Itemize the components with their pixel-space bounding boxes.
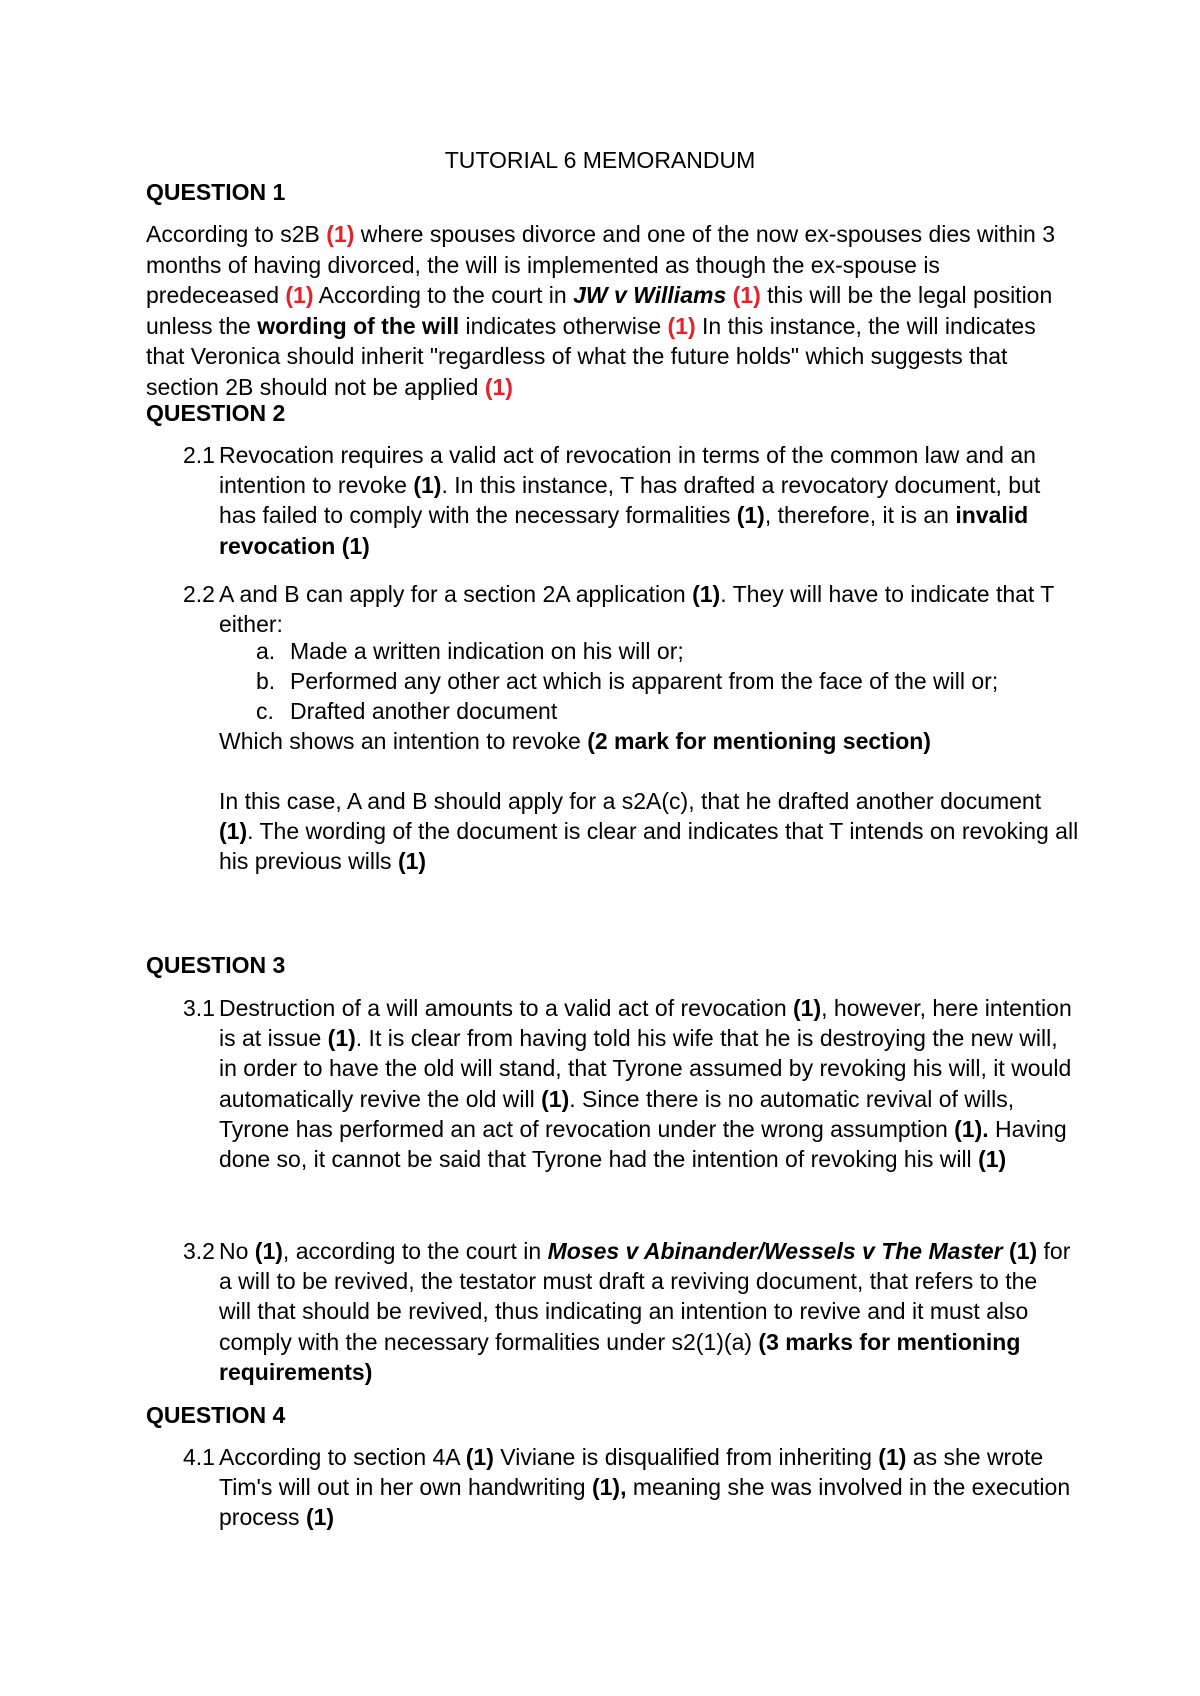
mark: (1).	[954, 1115, 989, 1142]
mark: (1)	[484, 373, 513, 400]
answer-3-1	[183, 993, 1073, 1174]
text: this will be the legal position unless the	[146, 282, 1053, 339]
bold-term: wording of the will	[257, 312, 460, 339]
text: A and B can apply for a section 2A application	[219, 581, 693, 607]
text: Revocation requires a valid act of revocation in terms of the common law and an intention to revoke	[219, 442, 1036, 499]
mark: (1)	[1009, 1238, 1038, 1264]
list-label: c.	[256, 698, 274, 724]
text: for a will to be revived, the testator must draft a reviving document, that refers to the will that should be revived, thus indicating an intention to revive and it must also comply with the necessary formalities under s2(1)(a)	[219, 1238, 1071, 1355]
text: . The wording of the document is clear and indicates that T intends on revoking all his previous wills	[219, 818, 1079, 875]
text: , however, here intention is at issue	[219, 995, 1072, 1052]
case-name: JW v Williams	[573, 282, 727, 309]
text: No	[219, 1238, 255, 1264]
mark: (1)	[465, 1444, 494, 1470]
case-paragraph	[219, 786, 1079, 877]
list-text: Performed any other act which is apparent from the face of the will or;	[290, 668, 999, 694]
mark-note	[219, 726, 1079, 756]
list-item	[256, 636, 1076, 666]
mark: (1)	[254, 1238, 283, 1264]
item-number: 3.2	[183, 1238, 215, 1264]
text: , therefore, it is an	[764, 502, 956, 529]
mark: (1)	[327, 1025, 356, 1052]
page-title: TUTORIAL 6 MEMORANDUM	[444, 147, 756, 173]
answer-2-1	[183, 440, 1073, 561]
answer-4-1	[183, 1442, 1073, 1533]
list-item	[256, 666, 1076, 696]
text: According to the court in	[313, 282, 574, 309]
text: , according to the court in	[282, 1238, 548, 1264]
list-item	[256, 696, 1076, 726]
mark: (1)	[326, 221, 355, 247]
mark: (1)	[793, 995, 822, 1021]
mark: (1)	[285, 282, 314, 309]
answer-2-2	[183, 579, 1073, 639]
text: According to s2B	[146, 221, 327, 247]
answer-3-2	[183, 1236, 1073, 1387]
mark: (1),	[591, 1474, 627, 1501]
item-text	[219, 993, 1073, 1174]
mark: (1)	[667, 312, 696, 339]
text: . Since there is no automatic revival of wills, Tyrone has performed an act of revocation under the wrong assumption	[219, 1085, 1015, 1142]
mark: (1)	[736, 502, 765, 529]
mark: (1)	[397, 848, 427, 875]
list-label: b.	[256, 668, 276, 694]
question-1-answer	[146, 219, 1066, 403]
mark: (3 marks for mentioning requirements)	[219, 1328, 1021, 1385]
text: Destruction of a will amounts to a valid act of revocation	[219, 995, 794, 1021]
item-text	[219, 1236, 1073, 1387]
list-text: Made a written indication on his will or;	[290, 638, 684, 664]
text: indicates otherwise	[459, 312, 668, 339]
text: According to section 4A	[219, 1444, 466, 1470]
question-3-heading: QUESTION 3	[146, 952, 286, 978]
mark: (1)	[692, 581, 721, 607]
item-text	[219, 579, 1073, 639]
item-text	[219, 1442, 1073, 1533]
item-text	[219, 440, 1073, 561]
list-label: a.	[256, 638, 276, 664]
question-4-heading: QUESTION 4	[146, 1402, 286, 1428]
text: . They will have to indicate that T either:	[219, 581, 1054, 638]
text: . It is clear from having told his wife that he is destroying the new will, in order to have the old will stand, that Tyrone assumed by revoking his will, it would automatically revive the old will	[219, 1025, 1072, 1112]
text: Viviane is disqualified from inheriting	[493, 1444, 879, 1470]
item-number: 2.2	[183, 581, 215, 607]
text: meaning she was involved in the execution process	[219, 1474, 1071, 1531]
mark: (1)	[541, 1085, 570, 1112]
case-name: Moses v Abinander/Wessels v The Master	[547, 1238, 1003, 1264]
text: In this instance, the will indicates that Veronica should inherit "regardless of what the future holds" which suggests that section 2B should not be applied	[146, 312, 1036, 400]
mark: (1)	[878, 1444, 907, 1470]
mark: (1)	[413, 472, 442, 499]
text: . In this instance, T has drafted a revocatory document, but has failed to comply with the necessary formalities	[219, 472, 1041, 529]
mark: (1)	[978, 1146, 1007, 1173]
mark: (1)	[219, 818, 248, 845]
item-number: 3.1	[183, 995, 215, 1021]
text: where spouses divorce and one of the now ex-spouses dies within 3 months of having divorced, the will is implemented as though the ex-spouse is predeceased	[146, 221, 1056, 309]
mark: (1)	[305, 1504, 335, 1531]
item-number: 4.1	[183, 1444, 215, 1470]
item-number: 2.1	[183, 442, 215, 468]
text: Having done so, it cannot be said that Tyrone had the intention of revoking his will	[219, 1115, 1067, 1173]
text: Which shows an intention to revoke	[219, 728, 588, 754]
question-2-heading: QUESTION 2	[146, 400, 286, 426]
question-1-heading: QUESTION 1	[146, 179, 286, 205]
bold-term: invalid revocation (1)	[219, 502, 1029, 559]
mark: (2 mark for mentioning section)	[587, 728, 931, 754]
text: In this case, A and B should apply for a s2A(c), that he drafted another document	[219, 788, 1042, 814]
mark: (1)	[732, 282, 761, 309]
text: as she wrote Tim's will out in her own handwriting	[219, 1444, 1044, 1501]
list-text: Drafted another document	[290, 698, 558, 724]
